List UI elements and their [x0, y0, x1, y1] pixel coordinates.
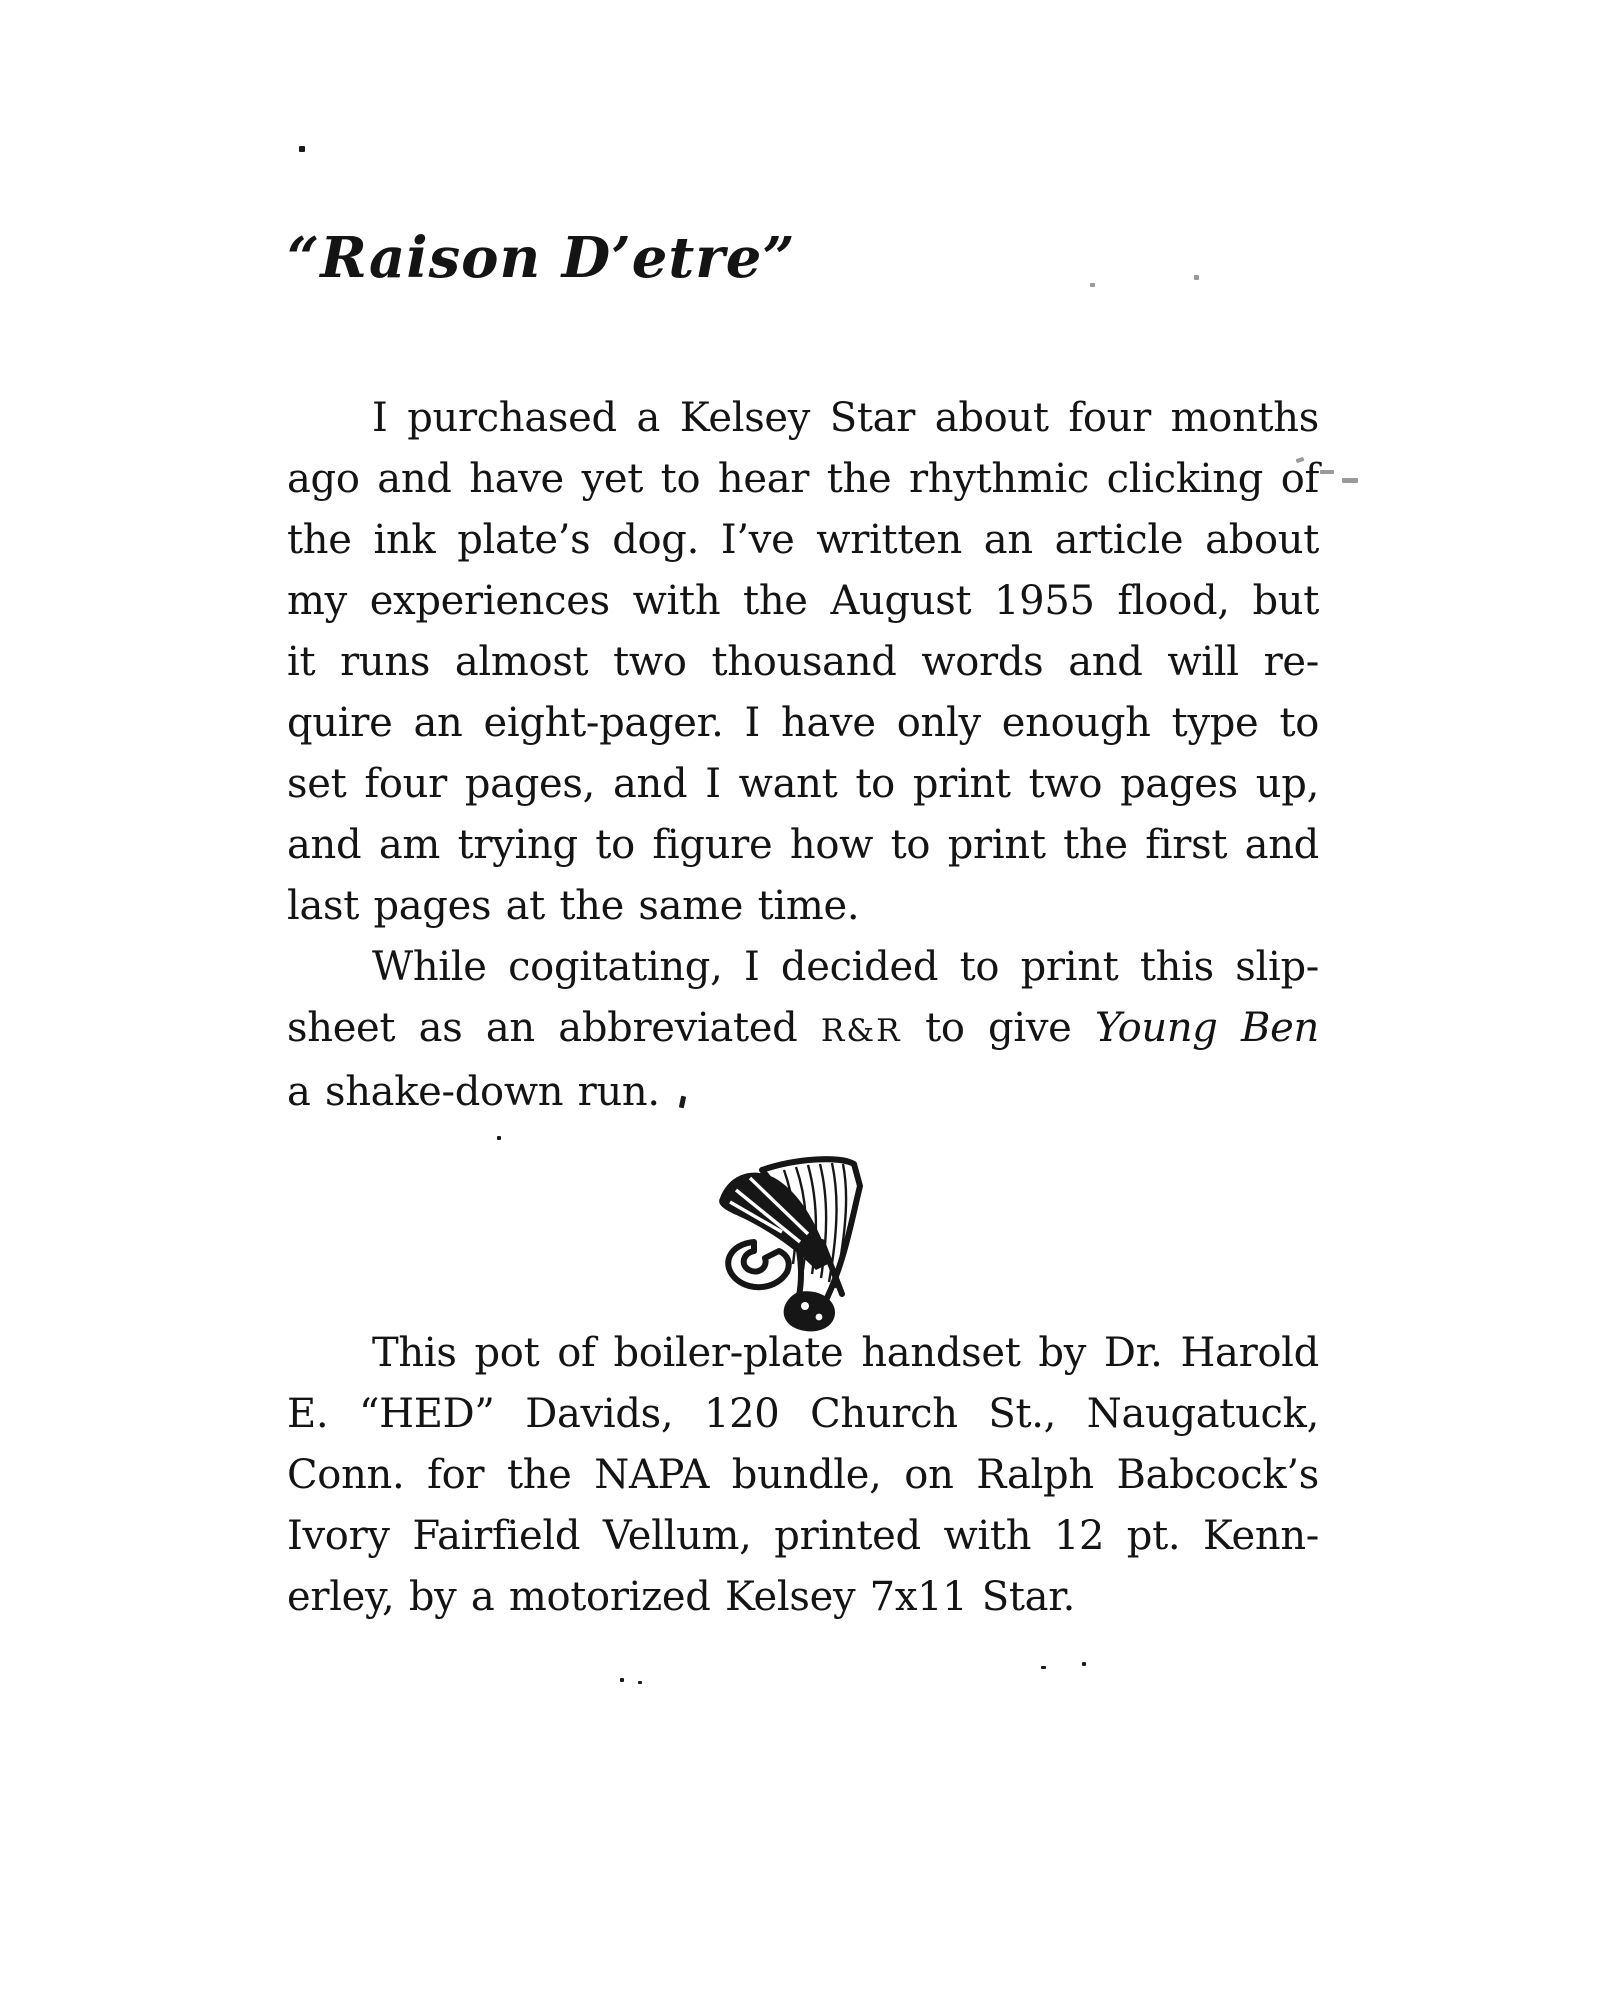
text-line: and am trying to figure how to print the first and	[287, 822, 1319, 868]
ink-speck	[299, 146, 305, 152]
text-line: quire an eight-pager. I have only enough type to	[287, 700, 1319, 746]
ink-smudge	[1320, 470, 1334, 474]
text-line: I purchased a Kelsey Star about four months	[372, 395, 1319, 441]
ink-speck	[1090, 283, 1095, 287]
text-segment: to give	[925, 1005, 1072, 1051]
text-line: This pot of boiler-plate handset by Dr. Harold	[372, 1330, 1319, 1376]
page-title: “Raison D’etre”	[287, 225, 796, 291]
body-text	[287, 388, 1319, 1123]
ink-speck	[1041, 1666, 1046, 1669]
text-line: While cogitating, I decided to print this slip-	[372, 944, 1319, 990]
rr-smallcaps: R&R	[820, 1013, 902, 1049]
text-line: last pages at the same time.	[287, 883, 860, 929]
quill-scroll-ornament-icon	[702, 1146, 902, 1338]
text-line: Conn. for the NAPA bundle, on Ralph Babcock’s	[287, 1452, 1319, 1498]
text-line: my experiences with the August 1955 flood, but	[287, 578, 1319, 624]
ink-speck	[1082, 1662, 1086, 1666]
ink-speck	[620, 1678, 624, 1682]
ink-smudge	[1342, 478, 1358, 483]
ink-speck	[638, 1681, 642, 1684]
young-ben-italic: Young Ben	[1094, 1005, 1319, 1051]
text-line: erley, by a motorized Kelsey 7x11 Star.	[287, 1574, 1076, 1620]
text-segment: sheet as an abbreviated	[287, 1005, 798, 1051]
text-line: the ink plate’s dog. I’ve written an article about	[287, 517, 1319, 563]
text-line	[287, 998, 1319, 1062]
ink-speck	[1194, 275, 1199, 280]
text-line: set four pages, and I want to print two pages up,	[287, 761, 1319, 807]
text-line: a shake-down run.	[287, 1069, 660, 1115]
ink-speck	[497, 1136, 501, 1140]
colophon-text	[287, 1323, 1319, 1628]
text-line: it runs almost two thousand words and will re-	[287, 639, 1319, 685]
text-line: E. “HED” Davids, 120 Church St., Naugatuck,	[287, 1391, 1319, 1437]
text-line: Ivory Fairfield Vellum, printed with 12 pt. Kenn-	[287, 1513, 1319, 1559]
text-line: ago and have yet to hear the rhythmic clicking of	[287, 456, 1319, 502]
